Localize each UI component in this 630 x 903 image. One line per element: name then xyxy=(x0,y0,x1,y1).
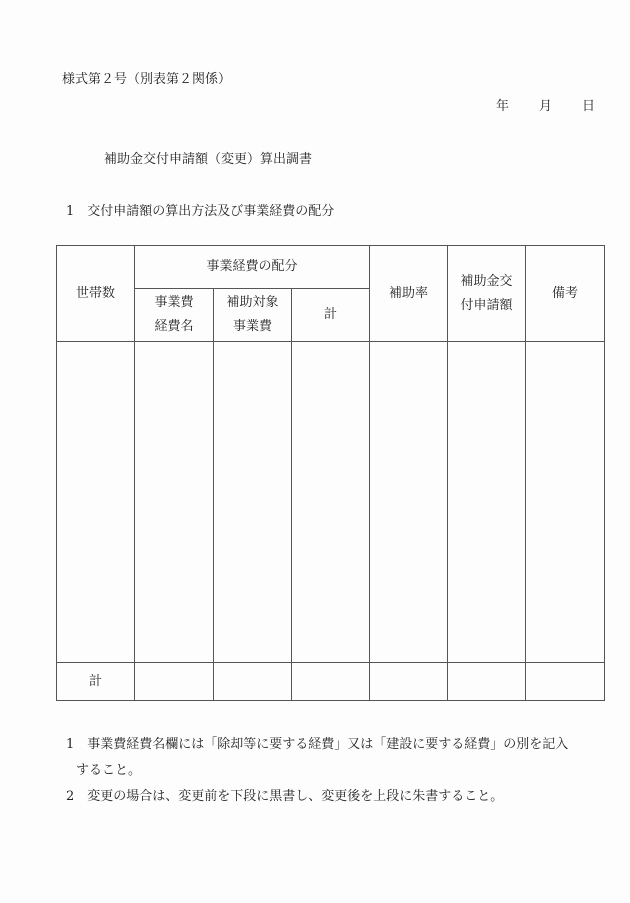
header-remarks: 備考 xyxy=(526,246,605,342)
header-subsidy-target-line1: 補助対象 xyxy=(226,295,279,310)
cell-remarks[interactable] xyxy=(526,342,605,663)
cell-subtotal[interactable] xyxy=(292,342,370,663)
note-2: 2 変更の場合は、変更前を下段に黒書し、変更後を上段に朱書すること。 xyxy=(66,789,504,804)
total-subsidy-target[interactable] xyxy=(214,663,292,701)
header-expense-name xyxy=(135,289,214,342)
total-subsidy-amount[interactable] xyxy=(448,663,526,701)
header-subsidy-rate: 補助率 xyxy=(370,246,448,342)
header-expense-name-line1: 事業費 xyxy=(154,295,194,310)
header-subsidy-target xyxy=(214,289,292,342)
calculation-table xyxy=(56,245,605,701)
header-subsidy-amount-line1: 補助金交 xyxy=(460,273,513,289)
note-1: 1 事業費経費名欄には「除却等に要する経費」又は「建設に要する経費」の別を記入 xyxy=(66,737,569,752)
section-heading: 1 交付申請額の算出方法及び事業経費の配分 xyxy=(66,204,335,219)
cell-subsidy-target[interactable] xyxy=(214,342,292,663)
document-title: 補助金交付申請額（変更）算出調書 xyxy=(104,152,313,167)
total-remarks[interactable] xyxy=(526,663,605,701)
month-label: 月 xyxy=(539,99,553,114)
total-subtotal[interactable] xyxy=(292,663,370,701)
header-expense-name-line2: 経費名 xyxy=(154,319,194,334)
header-subsidy-amount-line2: 付申請額 xyxy=(460,297,513,313)
total-label: 計 xyxy=(57,663,135,701)
cell-households[interactable] xyxy=(57,342,135,663)
header-subsidy-target-line2: 事業費 xyxy=(232,319,272,334)
total-subsidy-rate[interactable] xyxy=(370,663,448,701)
header-households: 世帯数 xyxy=(57,246,135,342)
cell-expense-name[interactable] xyxy=(135,342,214,663)
header-expense-allocation: 事業経費の配分 xyxy=(135,246,370,289)
total-expense-name[interactable] xyxy=(135,663,214,701)
cell-subsidy-amount[interactable] xyxy=(448,342,526,663)
header-subsidy-amount xyxy=(448,246,526,342)
day-label: 日 xyxy=(582,99,596,114)
total-row xyxy=(57,663,605,701)
table-row xyxy=(57,342,605,663)
cell-subsidy-rate[interactable] xyxy=(370,342,448,663)
note-1-continued: すること。 xyxy=(76,763,142,778)
year-label: 年 xyxy=(496,99,510,114)
form-number: 様式第２号（別表第２関係） xyxy=(62,72,232,87)
date-field xyxy=(496,95,595,114)
header-subtotal: 計 xyxy=(292,289,370,342)
